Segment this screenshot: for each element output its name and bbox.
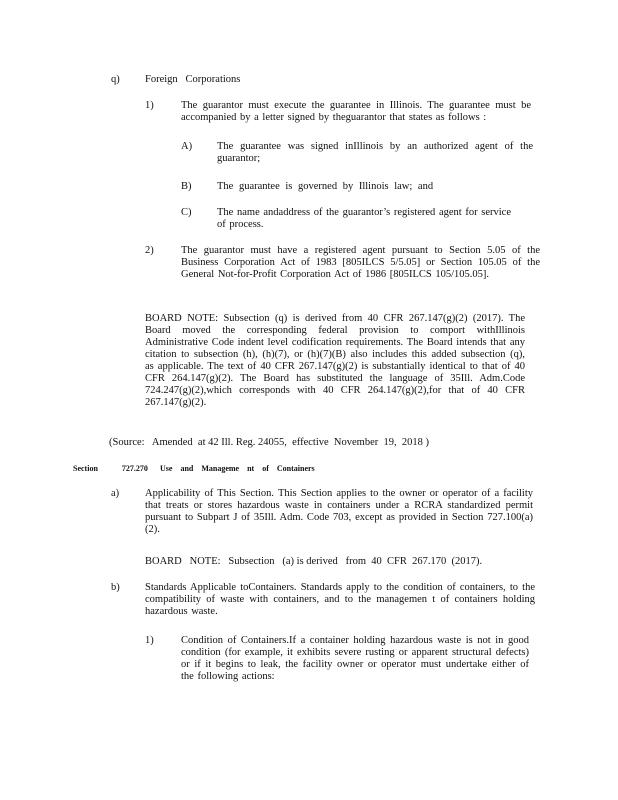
paragraph-q1: The guarantor must execute the guarantee in Illinois. The guarantee must be accompanied by a letter signed by theguarantor that states as follows : xyxy=(181,100,531,123)
paragraph-qC: The name andaddress of the guarantor’s registered agent for service of process. xyxy=(217,207,511,230)
paragraph-b1: Condition of Containers.If a container holding hazardous waste is not in good condition (for example, it exhibits severe rusting or apparent structural defects) or if it begins to leak, the facility owner or operator must undertake either of the following actions: xyxy=(181,635,529,682)
paragraph-qB: The guarantee is governed by Illinois law; and xyxy=(217,181,434,192)
item-label-a: a) xyxy=(111,488,120,499)
section-number: Section 727.270 xyxy=(73,464,148,473)
item-label-qA: A) xyxy=(181,141,193,152)
subsection-q-heading: Foreign Corporations xyxy=(145,74,241,85)
paragraph-q2: The guarantor must have a registered agent pursuant to Section 5.05 of the Business Corporation Act of 1983 [805ILCS 5/5.05] or Section 105.05 of the General Not-for-Profit Corporation Act of 1986 [805ILCS 105/105.05]. xyxy=(181,245,540,280)
paragraph-qA: The guarantee was signed inIllinois by an authorized agent of the guarantor; xyxy=(217,141,533,164)
board-note-q: BOARD NOTE: Subsection (q) is derived from 40 CFR 267.147(g)(2) (2017). The Board moved the corresponding federal provision to comport withIllinois Administrative Code indent level codification requirements. The Board intends that any citation to subsection (h), (h)(7), or (h)(7)(B) also includes this added subsection (q), as applicable. The text of 40 CFR 267.147(g)(2) is substantially identical to that of 40 CFR 264.147(g)(2). The Board has substituted the language of 35Ill. Adm.Code 724.247(g)(2),which corresponds with 40 CFR 264.147(g)(2),for that of 40 CFR 267.147(g)(2). xyxy=(145,313,525,408)
item-label-qC: C) xyxy=(181,207,192,218)
item-label-qB: B) xyxy=(181,181,192,192)
board-note-a: BOARD NOTE: Subsection (a) is derived from 40 CFR 267.170 (2017). xyxy=(145,556,483,567)
item-label-b1: 1) xyxy=(145,635,154,646)
paragraph-a: Applicability of This Section. This Section applies to the owner or operator of a facility that treats or stores hazardous waste in containers under a RCRA standardized permit pursuant to Subpart J of 35Ill. Adm. Code 703, except as provided in Section 727.100(a)(2). xyxy=(145,488,533,535)
item-label-q2: 2) xyxy=(145,245,154,256)
item-label-b: b) xyxy=(111,582,120,593)
item-label-q1: 1) xyxy=(145,100,154,111)
source-note: (Source: Amended at 42 Ill. Reg. 24055, effective November 19, 2018 ) xyxy=(109,437,429,448)
section-title: Use and Manageme nt of Containers xyxy=(160,464,315,473)
paragraph-b: Standards Applicable toContainers. Standards apply to the condition of containers, to the compatibility of waste with containers, and to the managemen t of containers holding hazardous waste. xyxy=(145,582,535,617)
item-label-q: q) xyxy=(111,74,120,85)
